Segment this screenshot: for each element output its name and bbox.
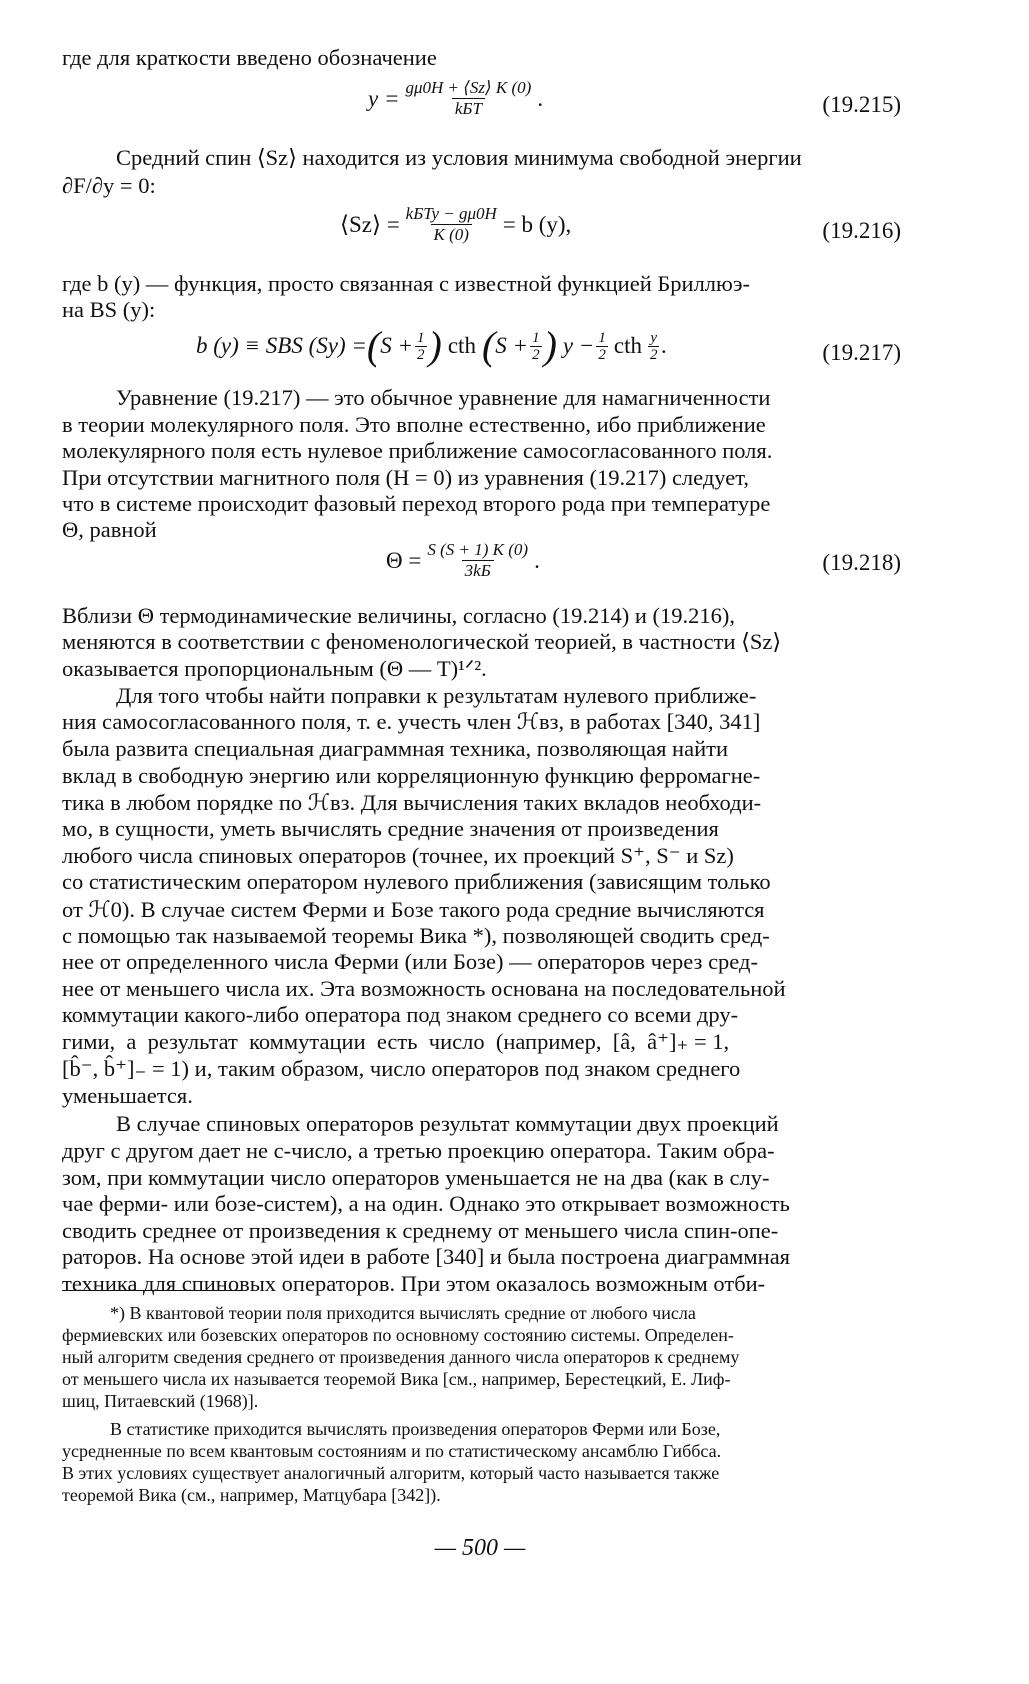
- eq-part: S +: [380, 333, 414, 358]
- footnote-line: теоремой Вика (см., например, Матцубара [342]).: [62, 1485, 441, 1505]
- text-line: Уравнение (19.217) — это обычное уравнение для намагниченности: [116, 385, 771, 410]
- equation-19-215: [368, 78, 543, 119]
- eq-lhs: ⟨Sz⟩ =: [340, 211, 400, 237]
- eq-part: S +: [495, 333, 529, 358]
- equation-number: (19.215): [822, 92, 901, 117]
- eq-fraction: [402, 78, 534, 119]
- half-fraction: [530, 330, 542, 363]
- open-paren: (: [481, 323, 496, 368]
- y-half-fraction: [648, 330, 660, 363]
- text-line: сводить среднее от произведения к среднему от меньшего числа спин-опе-: [62, 1218, 779, 1243]
- open-paren: (: [366, 323, 381, 368]
- frac-num: 1: [598, 329, 606, 346]
- eq-tail: .: [534, 547, 540, 573]
- footnote-line: усредненные по всем квантовым состояниям и по статистическому ансамблю Гиббса.: [62, 1441, 722, 1461]
- text-line: ∂F/∂y = 0:: [62, 173, 156, 198]
- eq-lhs: Θ =: [386, 547, 422, 573]
- half-fraction: [415, 330, 427, 363]
- text-line: на BS (y):: [62, 297, 156, 322]
- text-line: зом, при коммутации число операторов уменьшается не на два (как в слу-: [62, 1165, 770, 1190]
- text-line: с помощью так называемой теоремы Вика *), позволяющей сводить сред-: [62, 923, 770, 948]
- eq-part: cth: [613, 333, 642, 358]
- frac-den: 2: [598, 346, 606, 363]
- eq-part: b (y) ≡ SBS (Sy) =: [196, 333, 367, 358]
- eq-numerator: S (S + 1) K (0): [427, 540, 529, 559]
- eq-tail: = b (y),: [502, 211, 572, 237]
- text-line: оказывается пропорциональным (Θ — T)¹ᐟ².: [62, 656, 487, 681]
- frac-num: 1: [417, 329, 425, 346]
- text-line: что в системе происходит фазовый переход второго рода при температуре: [62, 491, 771, 516]
- text-line: где b (y) — функция, просто связанная с известной функцией Бриллюэ-: [62, 271, 750, 296]
- text-line: Вблизи Θ термодинамические величины, согласно (19.214) и (19.216),: [62, 603, 735, 628]
- text-line: При отсутствии магнитного поля (H = 0) из уравнения (19.217) следует,: [62, 465, 750, 490]
- text-line: тика в любом порядке по ℋвз. Для вычисления таких вкладов необходи-: [62, 790, 762, 815]
- footnote-line: В статистике приходится вычислять произведения операторов Ферми или Бозе,: [110, 1419, 721, 1439]
- text-line: уменьшается.: [62, 1083, 193, 1108]
- footnote-line: ный алгоритм сведения среднего от произведения данного числа операторов к среднему: [62, 1347, 740, 1367]
- text-line: нее от меньшего числа их. Эта возможность основана на последовательной: [62, 976, 786, 1001]
- footnote-line: *) В квантовой теории поля приходится вычислять средние от любого числа: [110, 1303, 696, 1323]
- half-fraction: [596, 330, 608, 363]
- close-paren: ): [543, 323, 557, 368]
- text-line: ния самосогласованного поля, т. е. учесть член ℋвз, в работах [340, 341]: [62, 709, 761, 734]
- text-line: Средний спин ⟨Sz⟩ находится из условия минимума свободной энергии: [116, 145, 802, 170]
- text-line: мо, в сущности, уметь вычислять средние значения от произведения: [62, 816, 719, 841]
- footnote-line: от меньшего числа их называется теоремой Вика [см., например, Берестецкий, Е. Лиф-: [62, 1369, 731, 1389]
- eq-tail: .: [537, 85, 544, 111]
- text-line: чае ферми- или бозе-систем), а на один. Однако это открывает возможность: [62, 1191, 790, 1216]
- equation-number: (19.217): [822, 340, 901, 365]
- eq-part: y −: [562, 333, 595, 358]
- eq-denominator: 3kБ: [462, 560, 494, 581]
- text-line: коммутации какого-либо оператора под знаком среднего со всеми дру-: [62, 1002, 739, 1027]
- text-line: от ℋ0). В случае систем Ферми и Бозе такого рода средние вычисляются: [62, 897, 765, 922]
- eq-denominator: K (0): [431, 224, 472, 245]
- page-number: — 500 —: [434, 1535, 526, 1561]
- frac-den: 2: [532, 346, 540, 363]
- text-line: нее от определенного числа Ферми (или Бозе) — операторов через сред-: [62, 949, 758, 974]
- frac-num: y: [650, 329, 658, 346]
- text-line: была развита специальная диаграммная техника, позволяющая найти: [62, 736, 729, 761]
- frac-num: 1: [532, 329, 540, 346]
- equation-number: (19.216): [822, 218, 901, 243]
- text-line: вклад в свободную энергию или корреляционную функцию ферромагне-: [62, 763, 761, 788]
- text-line: [b̂⁻, b̂⁺]₋ = 1) и, таким образом, число операторов под знаком среднего: [62, 1056, 741, 1081]
- text-line: со статистическим оператором нулевого приближения (зависящим только: [62, 869, 771, 894]
- text-line: В случае спиновых операторов результат коммутации двух проекций: [116, 1111, 779, 1136]
- text-line: в теории молекулярного поля. Это вполне естественно, ибо приближение: [62, 412, 766, 437]
- frac-den: 2: [649, 346, 658, 363]
- eq-tail: .: [661, 333, 668, 358]
- equation-19-217: [196, 323, 668, 368]
- text-line: молекулярного поля есть нулевое приближение самосогласованного поля.: [62, 438, 773, 463]
- text-line: где для краткости введено обозначение: [62, 45, 437, 70]
- close-paren: ): [428, 323, 442, 368]
- text-line: любого числа спиновых операторов (точнее, их проекций S⁺, S⁻ и Sz): [62, 843, 734, 868]
- eq-part: cth: [447, 333, 476, 358]
- equation-19-218: [386, 540, 540, 581]
- eq-fraction: [424, 540, 531, 581]
- text-line: Для того чтобы найти поправки к результатам нулевого приближе-: [116, 683, 757, 708]
- frac-den: 2: [417, 346, 425, 363]
- text-line: раторов. На основе этой идеи в работе [340] и была построена диаграммная: [62, 1244, 791, 1269]
- eq-numerator: kБTy − gμ0H: [405, 204, 497, 223]
- footnote-line: шиц, Питаевский (1968)].: [62, 1391, 259, 1411]
- footnote-line: В этих условиях существует аналогичный алгоритм, который часто называется также: [62, 1463, 720, 1483]
- equation-number: (19.218): [822, 550, 901, 575]
- footnote-rule: [62, 1290, 242, 1291]
- eq-fraction: [403, 204, 500, 245]
- text-line: гими, а результат коммутации есть число (например, [â, â⁺]₊ = 1,: [62, 1029, 730, 1054]
- equation-19-216: [340, 204, 571, 245]
- eq-lhs: y =: [368, 85, 400, 111]
- text-line: Θ, равной: [62, 517, 157, 542]
- text-line: меняются в соответствии с феноменологической теорией, в частности ⟨Sz⟩: [62, 629, 782, 654]
- footnote-line: фермиевских или бозевских операторов по основному состоянию системы. Определен-: [62, 1325, 734, 1345]
- eq-numerator: gμ0H + ⟨Sz⟩ K (0): [405, 78, 532, 97]
- eq-denominator: kБT: [452, 98, 485, 119]
- text-line: техника для спиновых операторов. При этом оказалось возможным отби-: [62, 1271, 766, 1296]
- text-line: друг с другом дает не c-число, а третью проекцию оператора. Таким обра-: [62, 1138, 775, 1163]
